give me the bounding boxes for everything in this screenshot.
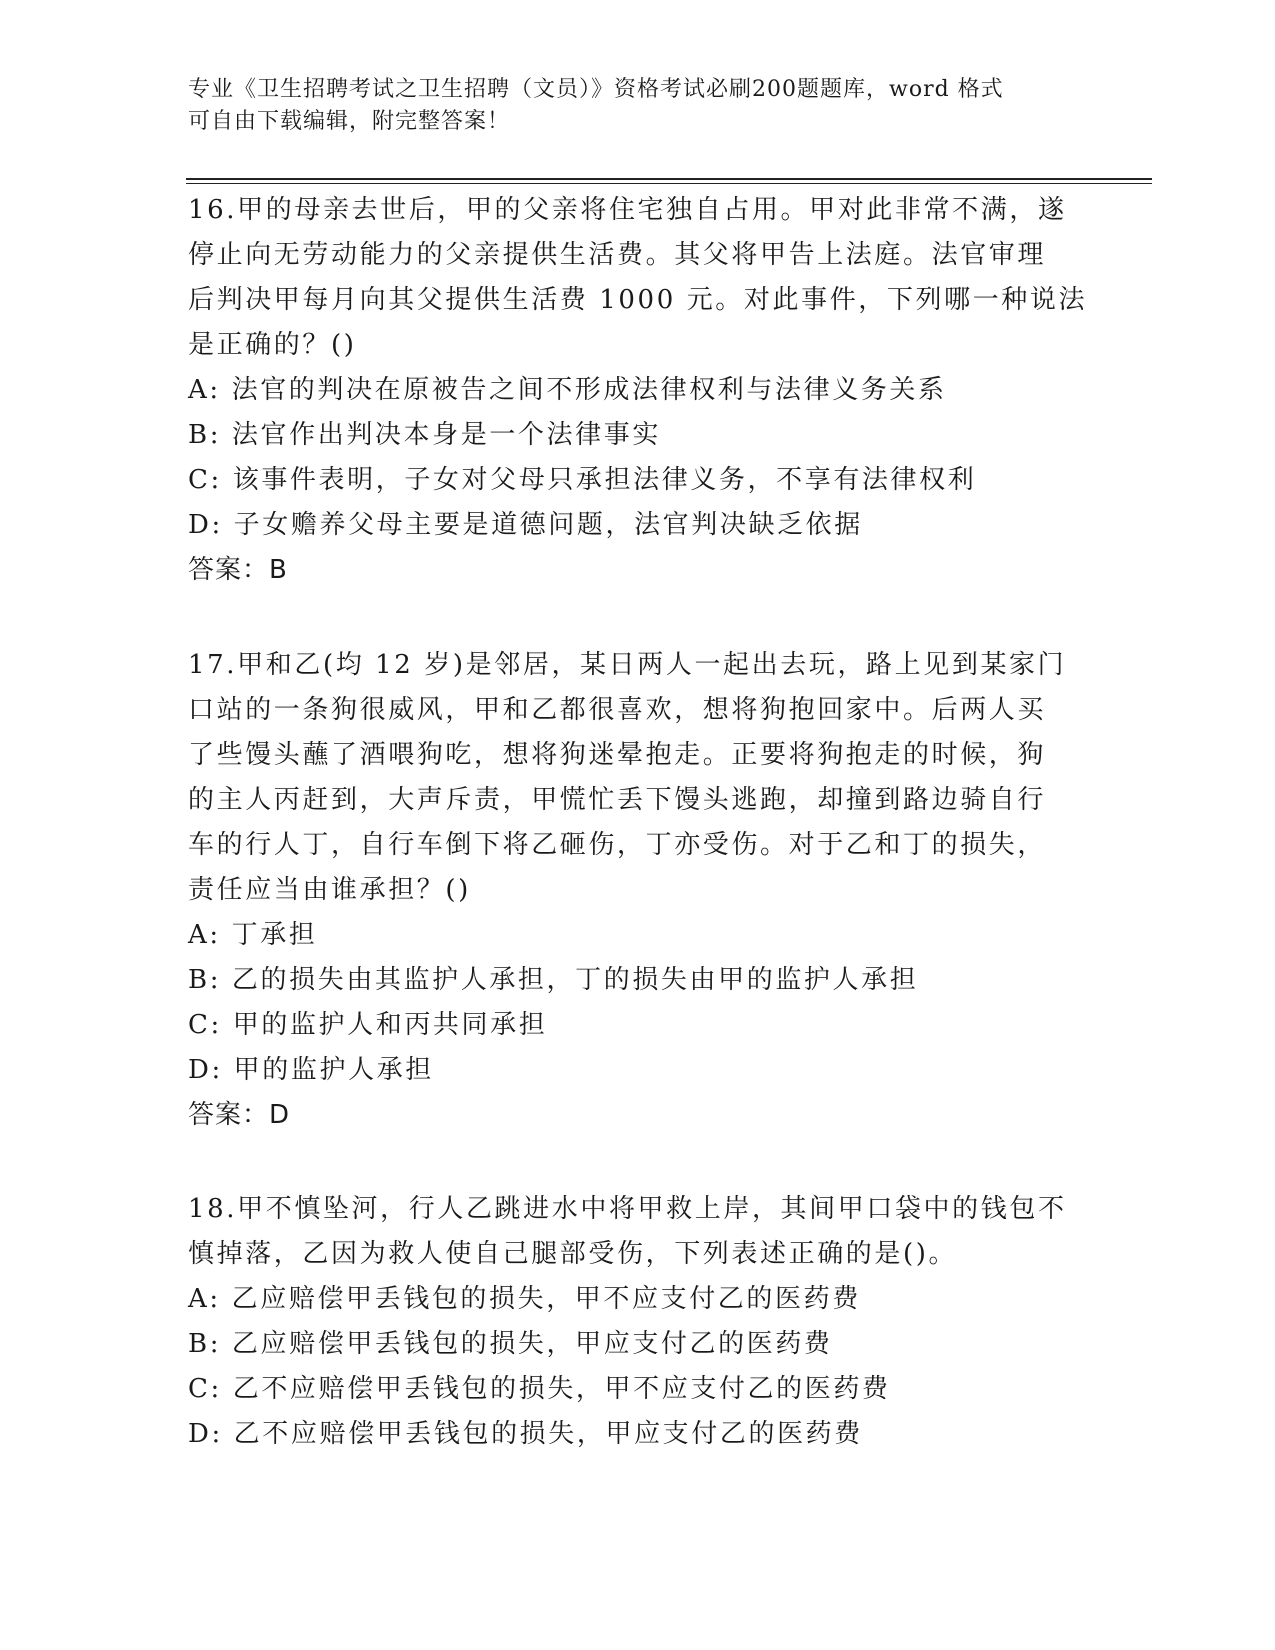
header-divider-thick — [186, 178, 1152, 180]
header-line-2: 可自由下载编辑，附完整答案！ — [188, 109, 511, 134]
answer-label: 答案：D — [188, 1100, 291, 1130]
option-c: C: 甲的监护人和丙共同承担 — [188, 1010, 548, 1040]
option-c: C: 乙不应赔偿甲丢钱包的损失，甲不应支付乙的医药费 — [188, 1374, 891, 1404]
document-header — [188, 74, 1068, 138]
question-text-line: 停止向无劳动能力的父亲提供生活费。其父将甲告上法庭。法官审理 — [188, 240, 1047, 270]
option-d: D: 甲的监护人承担 — [188, 1055, 434, 1085]
option-d: D: 子女赡养父母主要是道德问题，法官判决缺乏依据 — [188, 510, 863, 540]
option-c: C: 该事件表明，子女对父母只承担法律义务，不享有法律权利 — [188, 465, 977, 495]
question-text-line: 的主人丙赶到，大声斥责，甲慌忙丢下馒头逃跑，却撞到路边骑自行 — [188, 785, 1047, 815]
question-16 — [188, 188, 1088, 593]
header-line-1: 专业《卫生招聘考试之卫生招聘（文员）》资格考试必刷200题题库，word 格式 — [188, 77, 1004, 102]
option-b: B: 乙应赔偿甲丢钱包的损失，甲应支付乙的医药费 — [188, 1329, 833, 1359]
question-text-line: 16.甲的母亲去世后，甲的父亲将住宅独自占用。甲对此非常不满，遂 — [188, 195, 1067, 225]
question-text-line: 慎掉落，乙因为救人使自己腿部受伤，下列表述正确的是()。 — [188, 1239, 958, 1269]
header-divider-thin — [186, 183, 1152, 184]
question-17 — [188, 643, 1088, 1138]
question-18 — [188, 1187, 1088, 1457]
option-a: A: 丁承担 — [188, 920, 318, 950]
option-b: B: 乙的损失由其监护人承担，丁的损失由甲的监护人承担 — [188, 965, 919, 995]
option-a: A: 乙应赔偿甲丢钱包的损失，甲不应支付乙的医药费 — [188, 1284, 861, 1314]
question-text-line: 17.甲和乙(均 12 岁)是邻居，某日两人一起出去玩，路上见到某家门 — [188, 650, 1067, 680]
question-text-line: 口站的一条狗很威风，甲和乙都很喜欢，想将狗抱回家中。后两人买 — [188, 695, 1047, 725]
option-a: A: 法官的判决在原被告之间不形成法律权利与法律义务关系 — [188, 375, 947, 405]
question-text-line: 是正确的？() — [188, 330, 357, 360]
option-d: D: 乙不应赔偿甲丢钱包的损失，甲应支付乙的医药费 — [188, 1419, 863, 1449]
option-b: B: 法官作出判决本身是一个法律事实 — [188, 420, 661, 450]
question-text-line: 责任应当由谁承担？() — [188, 875, 471, 905]
question-text-line: 了些馒头蘸了酒喂狗吃，想将狗迷晕抱走。正要将狗抱走的时候，狗 — [188, 740, 1047, 770]
question-text-line: 车的行人丁，自行车倒下将乙砸伤，丁亦受伤。对于乙和丁的损失， — [188, 830, 1047, 860]
question-text-line: 18.甲不慎坠河，行人乙跳进水中将甲救上岸，其间甲口袋中的钱包不 — [188, 1194, 1067, 1224]
question-text-line: 后判决甲每月向其父提供生活费 1000 元。对此事件，下列哪一种说法 — [188, 285, 1088, 315]
answer-label: 答案：B — [188, 555, 288, 585]
